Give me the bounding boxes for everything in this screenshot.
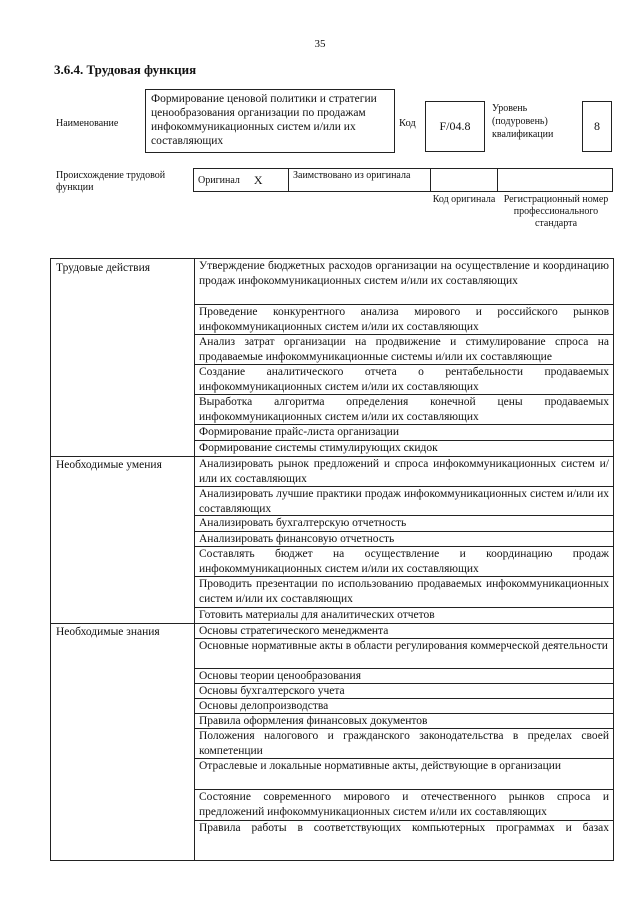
required-knowledge-label: Необходимые знания	[56, 626, 160, 638]
name-label: Наименование	[56, 118, 119, 129]
borrowed-label: Заимствовано из оригинала	[293, 170, 411, 181]
table-row: Основы теории ценообразования	[199, 670, 361, 682]
origin-label: Происхождение трудовой функции	[56, 170, 166, 193]
code-box	[425, 101, 485, 152]
code-value: F/04.8	[439, 119, 471, 133]
level-value: 8	[594, 119, 600, 133]
level-box	[582, 101, 612, 152]
table-row: Готовить материалы для аналитических отчетов	[199, 609, 435, 621]
table-row: Проводить презентации по использованию продаваемых инфокоммуникационных систем и/или их составляющих	[199, 578, 609, 605]
function-name-box	[145, 89, 395, 153]
table-row: Проведение конкурентного анализа мирового и российского рынков инфокоммуникационных систем и/или их составляющих	[199, 306, 609, 333]
function-name-value: Формирование ценовой политики и стратегии ценообразования организации по продажам инфокоммуникационных систем и/или их составляющих	[151, 93, 377, 147]
column-divider	[194, 258, 195, 861]
table-row: Формирование прайс-листа организации	[199, 426, 399, 438]
table-row: Отраслевые и локальные нормативные акты, действующие в организации	[199, 760, 562, 772]
origin-reg-cell	[497, 168, 613, 192]
page-number: 35	[314, 38, 326, 50]
table-row: Создание аналитического отчета о рентабельности продаваемых инфокоммуникационных систем и/или их составляющих	[199, 366, 609, 393]
table-row: Составлять бюджет на осуществление и координацию продаж инфокоммуникационных систем и/или их составляющих	[199, 548, 609, 575]
table-row: Анализировать рынок предложений и спроса инфокоммуникационных систем и/или их составляющих	[199, 458, 609, 485]
origin-code-cell	[430, 168, 498, 192]
table-row: Основы бухгалтерского учета	[199, 685, 345, 697]
table-row: Состояние современного мирового и отечественного рынков спроса и предложений инфокоммуникационных систем и/или их составляющих	[199, 791, 609, 818]
original-label: Оригинал	[198, 174, 240, 186]
original-mark: X	[253, 172, 263, 187]
table-row: Основные нормативные акты в области регулирования коммерческой деятельности	[199, 640, 608, 652]
section-title: 3.6.4. Трудовая функция	[54, 62, 197, 77]
code-label: Код	[399, 118, 416, 129]
table-row: Анализ затрат организации на продвижение и стимулирование спроса на продаваемые инфокоммуникационные системы и/или их составляющие	[199, 336, 609, 363]
table-row: Правила работы в соответствующих компьютерных программах и базах	[199, 822, 609, 834]
required-skills-label: Необходимые умения	[56, 459, 162, 471]
table-row: Анализировать финансовую отчетность	[199, 533, 395, 545]
table-row: Основы делопроизводства	[199, 700, 329, 712]
code-original-caption: Код оригинала	[432, 194, 496, 205]
table-row: Правила оформления финансовых документов	[199, 715, 428, 727]
table-row: Анализировать бухгалтерскую отчетность	[199, 517, 407, 529]
origin-borrowed-cell	[288, 168, 431, 192]
labor-actions-label: Трудовые действия	[56, 262, 151, 274]
table-row: Утверждение бюджетных расходов организации на осуществление и координацию продаж инфокоммуникационных систем и/или их составляющих	[199, 260, 609, 287]
level-label: Уровень (подуровень) квалификации	[492, 103, 554, 140]
table-row: Положения налогового и гражданского законодательства в пределах своей компетенции	[199, 730, 609, 757]
origin-original-cell	[193, 168, 289, 192]
table-row: Основы стратегического менеджмента	[199, 625, 389, 637]
table-row: Формирование системы стимулирующих скидок	[199, 442, 438, 454]
table-row: Выработка алгоритма определения конечной цены продаваемых инфокоммуникационных систем и/или их составляющих	[199, 396, 609, 423]
reg-number-caption: Регистрационный номер профессионального стандарта	[503, 194, 609, 229]
table-row: Анализировать лучшие практики продаж инфокоммуникационных систем и/или их составляющих	[199, 488, 609, 515]
